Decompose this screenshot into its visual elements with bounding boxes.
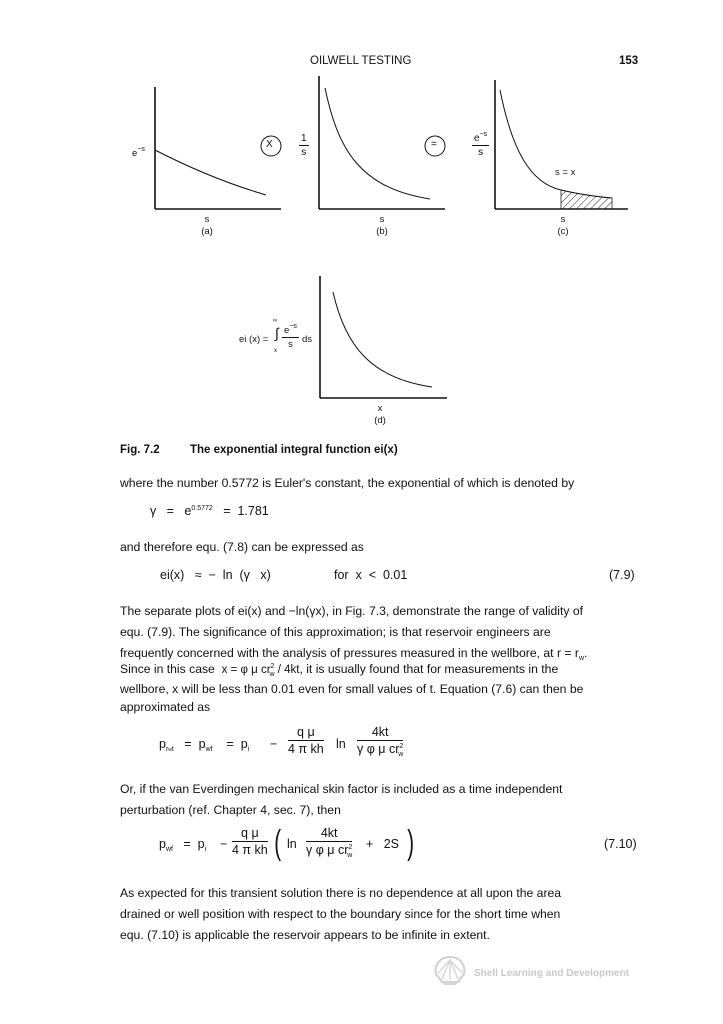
figure-caption-text: The exponential integral function ei(x) (190, 444, 398, 456)
panel-a-ylabel: $e^{-s}$ (132, 146, 145, 159)
panel-a-xlabel: s (204, 214, 210, 225)
panel-c-caption: (c) (557, 226, 569, 237)
paragraph-5-line-3: equ. (7.10) is applicable the reservoir appears to be infinite in extent. (120, 928, 490, 942)
eq-7-10-right-paren: ) (407, 824, 415, 862)
integral-lower-limit: x (274, 348, 277, 354)
paragraph-3-line-4: Since in this case x = φ μ $cr^2_w / 4kt$, it is usually found that for measurements in the (120, 662, 559, 678)
panel-b-caption: (b) (376, 226, 388, 237)
panel-b-ylabel: $\frac{1}{s}$ (301, 133, 307, 158)
eq-7-10-fraction: $\frac{\text{q μ}}{\text{4 π kh}}$ (232, 826, 268, 857)
paragraph-3-line-2: equ. (7.9). The significance of this approximation; is that reservoir engineers are (120, 625, 551, 639)
paragraph-4-line-1: Or, if the van Everdingen mechanical skin factor is included as a time independent (120, 782, 563, 796)
pwf-equation-lhs: $p_{rwt}$ = $p_{wf}$ = $p_i$ − (159, 737, 278, 753)
pwf-equation-ln: ln (336, 737, 346, 751)
footer-text: Shell Learning and Development (474, 968, 630, 979)
panel-c-xlabel: s (560, 214, 566, 225)
panel-d-xlabel: x (377, 403, 383, 414)
panel-c-shaded-area (561, 190, 612, 209)
eq-7-10-skin: + 2S (366, 837, 400, 851)
panel-a-caption: (a) (201, 226, 213, 237)
panel-b-curve (325, 88, 430, 199)
eq-7-9-condition: for x < 0.01 (334, 568, 408, 582)
integral-upper-limit: ∞ (273, 318, 278, 324)
panel-d-integrand: $\frac{e^{-s}}{s}$ (284, 323, 297, 350)
panel-c-plot (495, 80, 628, 209)
paragraph-5-line-1: As expected for this transient solution there is no dependence at all upon the area (120, 886, 562, 900)
eq-7-10-left-paren: ( (274, 824, 282, 862)
running-header: OILWELL TESTING (310, 55, 412, 67)
paragraph-1: where the number 0.5772 is Euler's constant, the exponential of which is denoted by (120, 476, 575, 490)
eq-7-10-lhs: $p_{wf}$ = $p_i$ − (159, 837, 228, 853)
paragraph-4-line-2: perturbation (ref. Chapter 4, sec. 7), then (120, 803, 341, 817)
paragraph-5-line-2: drained or well position with respect to the boundary since for the short time when (120, 907, 561, 921)
paragraph-3-line-5: wellbore, x will be less than 0.01 even for small values of t. Equation (7.6) can then be (120, 682, 584, 696)
eq-7-9-number: (7.9) (609, 568, 635, 582)
paragraph-3-line-1: The separate plots of ei(x) and −ln(γx), in Fig. 7.3, demonstrate the range of validity of (120, 604, 584, 618)
figure-caption-label: Fig. 7.2 (120, 444, 160, 456)
eq-7-10-ln: ln (287, 837, 297, 851)
panel-d-ds: ds (302, 334, 313, 345)
panel-d-caption: (d) (374, 415, 386, 426)
panel-d-plot (320, 276, 447, 398)
panel-c-ylabel: $\frac{e^{-s}}{s}$ (474, 131, 488, 158)
page-number: 153 (619, 55, 639, 67)
gamma-equation: γ = $e^{0.5772}$ = 1.781 (150, 504, 269, 518)
integral-sign: ∫ (275, 325, 279, 341)
paragraph-3-line-6: approximated as (120, 700, 211, 714)
pwf-equation-ln-fraction: $\frac{4kt}{\gamma \varphi \mu cr^2_w}$ (357, 725, 404, 758)
panel-a-curve (155, 150, 266, 195)
paragraph-2: and therefore equ. (7.8) can be expressed as (120, 540, 364, 554)
panel-c-annotation: s = x (555, 167, 576, 178)
shell-logo-icon (432, 955, 468, 985)
pwf-equation-fraction: $\frac{\text{q μ}}{\text{4 π kh}}$ (288, 725, 324, 756)
panel-b-xlabel: s (379, 214, 385, 225)
panel-d-lhs: ei (x) = (239, 334, 269, 345)
panel-a-plot (155, 87, 281, 209)
times-operator: X (266, 139, 273, 150)
paragraph-3-line-3: frequently concerned with the analysis of pressures measured in the wellbore, at $r = r_w$. (120, 646, 588, 662)
equals-operator: = (431, 139, 437, 150)
panel-d-curve (333, 292, 432, 387)
eq-7-9: ei(x) ≈ − ln (γ x) (160, 568, 271, 582)
eq-7-10-ln-fraction: $\frac{4kt}{\gamma \varphi \mu cr^2_w}$ (306, 826, 353, 859)
eq-7-10-number: (7.10) (604, 837, 637, 851)
panel-c-curve (500, 90, 612, 198)
